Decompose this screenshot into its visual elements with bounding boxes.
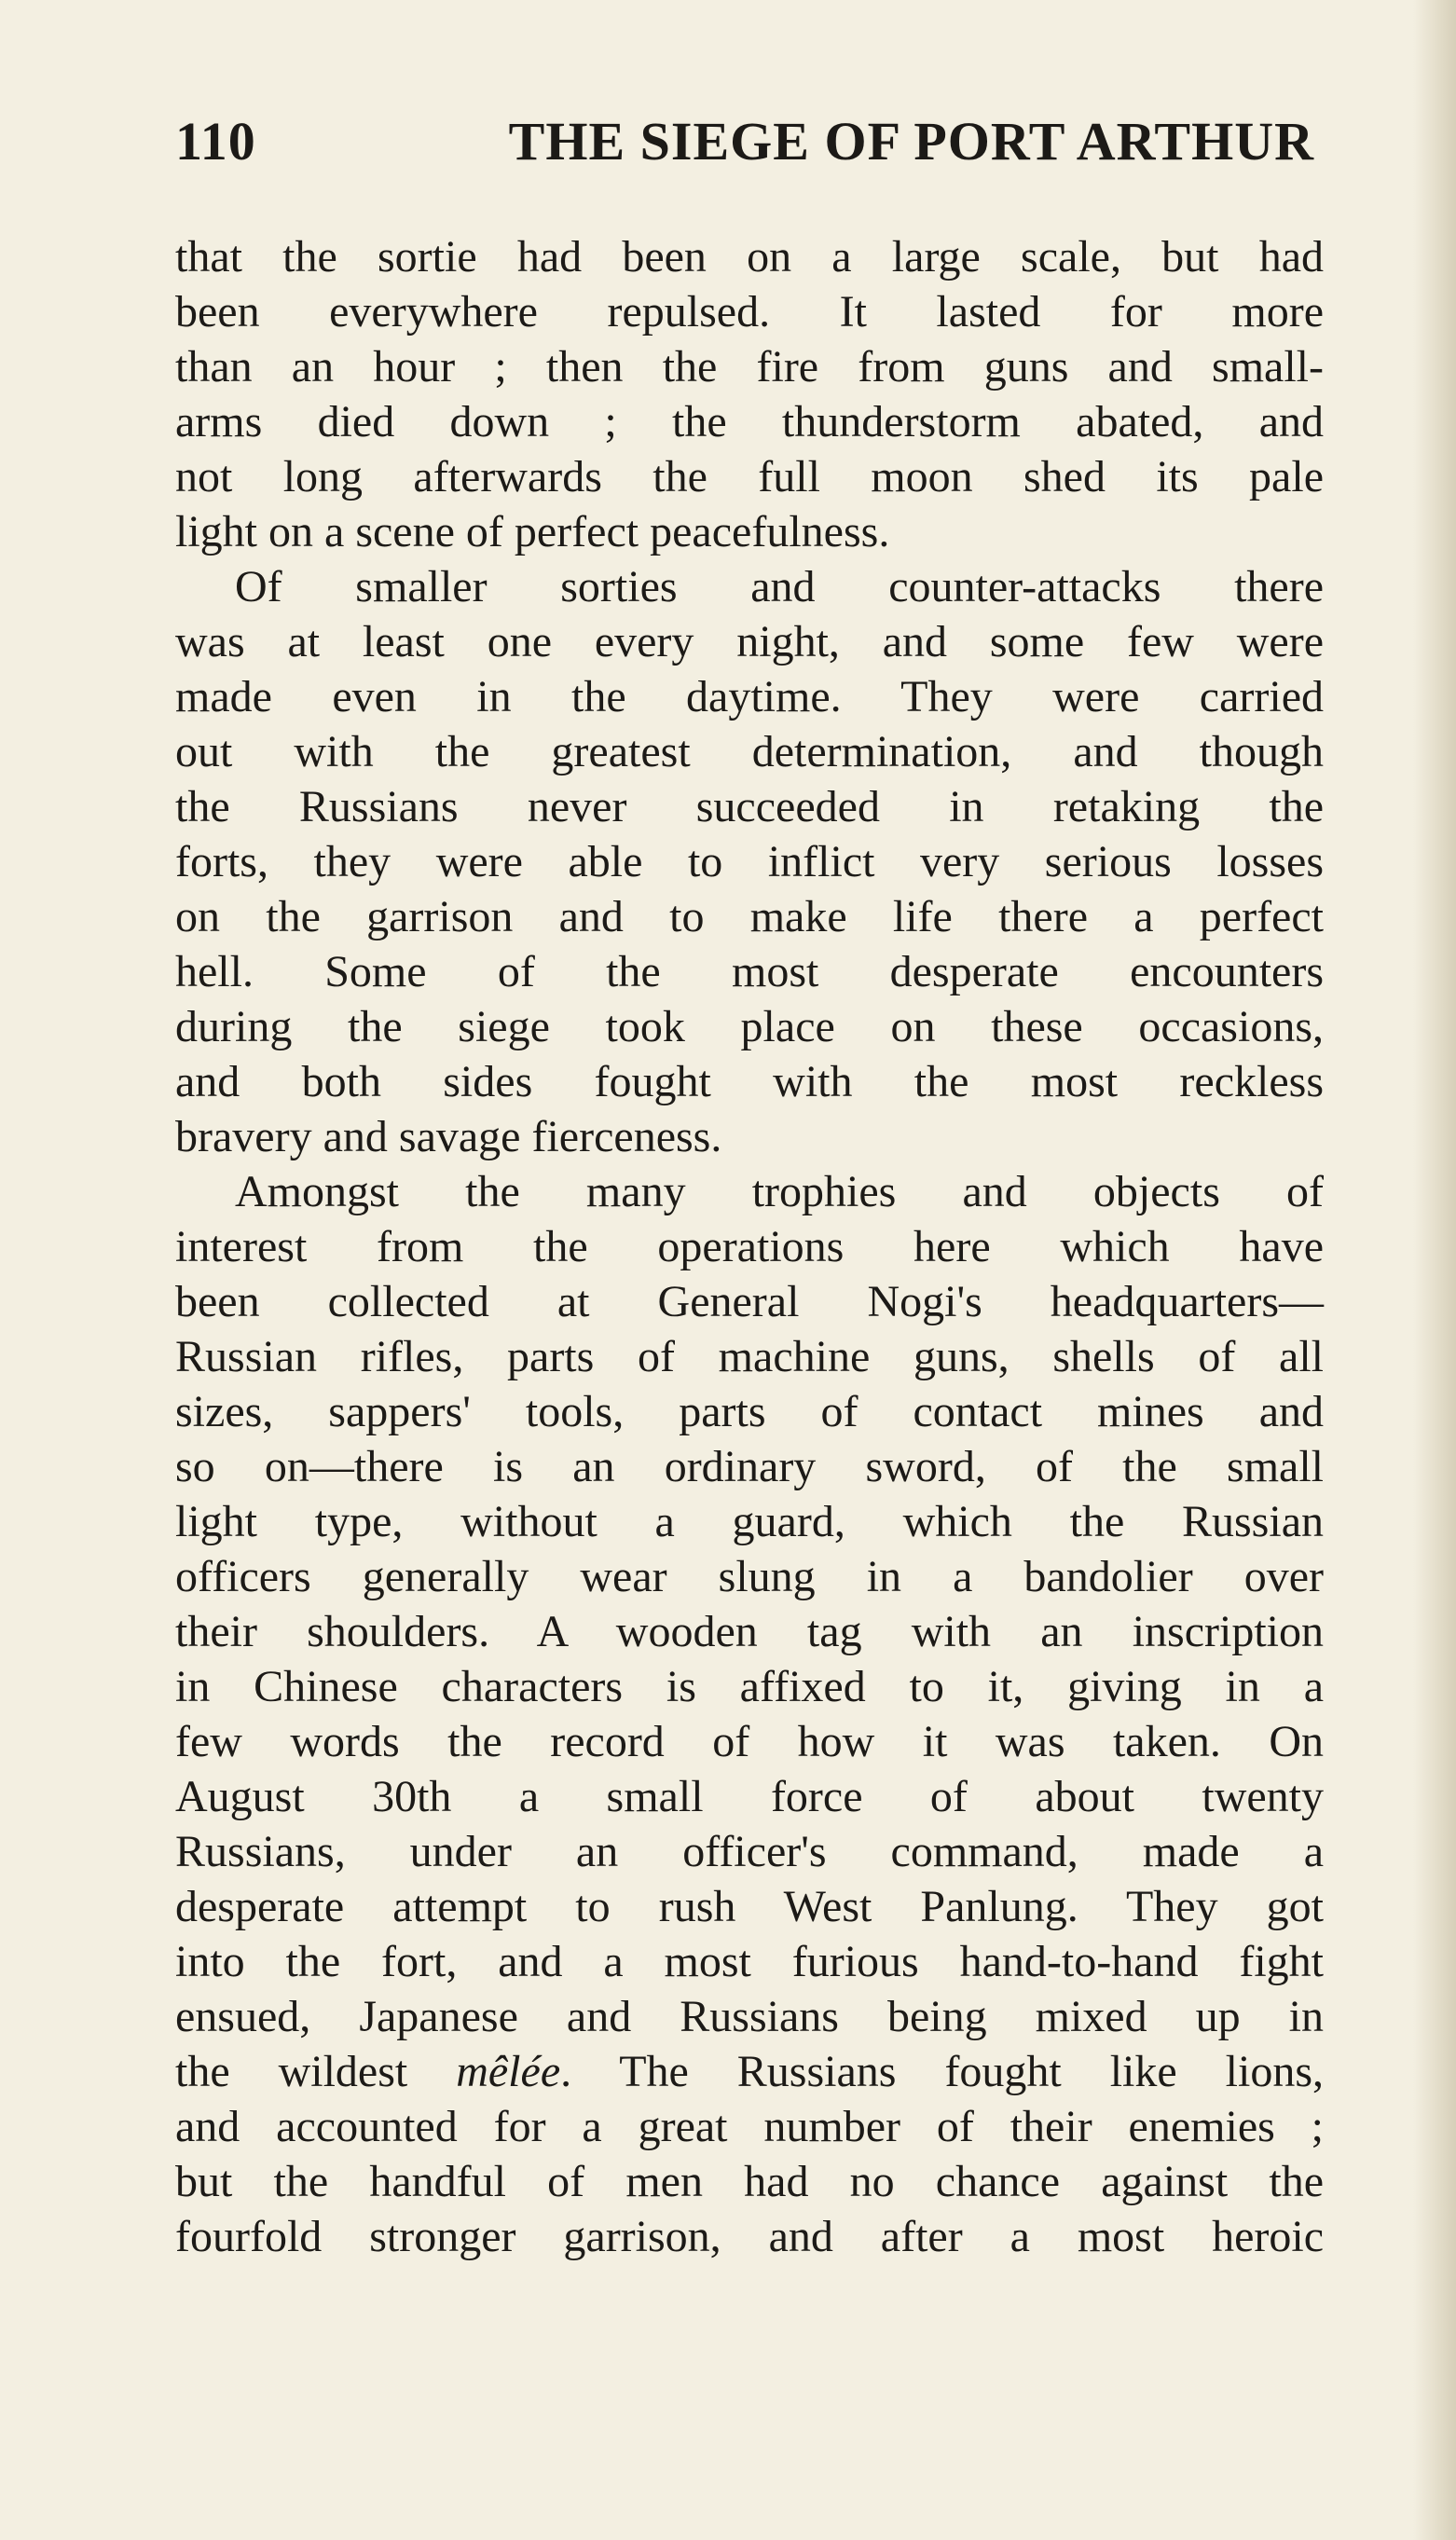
text-fragment: . The Russians fought like lions, [560,2047,1324,2096]
text-line: fourfold stronger garrison, and after a most heroic [175,2212,1324,2261]
text-line: forts, they were able to inflict very serious losses [175,837,1324,886]
text-line-with-italic [175,2044,1324,2099]
text-line: sizes, sappers' tools, parts of contact mines and [175,1387,1324,1436]
page-edge-shadow [1413,0,1456,2540]
text-line: on the garrison and to make life there a perfect [175,892,1324,941]
text-line: than an hour ; then the fire from guns and small- [175,342,1324,391]
text-line: arms died down ; the thunderstorm abated, and [175,397,1324,446]
page-number: 110 [175,111,256,172]
text-line: been collected at General Nogi's headquarters— [175,1277,1324,1326]
body-text [175,229,1324,2264]
text-line: Russian rifles, parts of machine guns, shells of all [175,1332,1324,1381]
text-line: few words the record of how it was taken. On [175,1717,1324,1766]
text-line: bravery and savage fierceness. [175,1112,722,1161]
text-line: hell. Some of the most desperate encounters [175,947,1324,996]
text-line: their shoulders. A wooden tag with an inscription [175,1607,1324,1656]
text-line: and accounted for a great number of their enemies ; [175,2102,1324,2151]
text-line: so on—there is an ordinary sword, of the small [175,1442,1324,1491]
text-line: was at least one every night, and some few were [175,617,1324,666]
text-line: Amongst the many trophies and objects of [235,1167,1324,1216]
text-line: into the fort, and a most furious hand-to-hand fight [175,1937,1324,1986]
text-line: and both sides fought with the most reckless [175,1057,1324,1106]
text-line: during the siege took place on these occasions, [175,1002,1324,1051]
text-line: August 30th a small force of about twenty [175,1772,1324,1821]
text-line: Of smaller sorties and counter-attacks there [235,562,1324,611]
text-line: that the sortie had been on a large scale, but had [175,232,1324,281]
text-line: the Russians never succeeded in retaking the [175,782,1324,831]
running-header [175,110,1314,185]
text-line: in Chinese characters is affixed to it, giving in a [175,1662,1324,1711]
text-line: not long afterwards the full moon shed its pale [175,452,1324,501]
text-line: light on a scene of perfect peacefulness. [175,507,890,556]
text-line: desperate attempt to rush West Panlung. They got [175,1882,1324,1931]
text-line: but the handful of men had no chance against the [175,2157,1324,2206]
text-line: Russians, under an officer's command, made a [175,1827,1324,1876]
running-title: THE SIEGE OF PORT ARTHUR [508,111,1314,172]
text-line: made even in the daytime. They were carried [175,672,1324,721]
text-line: ensued, Japanese and Russians being mixed up in [175,1992,1324,2041]
italic-term: mêlée [456,2047,561,2096]
text-line: interest from the operations here which have [175,1222,1324,1271]
text-line: officers generally wear slung in a bandolier over [175,1552,1324,1601]
text-fragment: the wildest [175,2047,408,2096]
text-line: out with the greatest determination, and though [175,727,1324,776]
text-line: light type, without a guard, which the Russian [175,1497,1324,1546]
text-line: been everywhere repulsed. It lasted for more [175,287,1324,336]
